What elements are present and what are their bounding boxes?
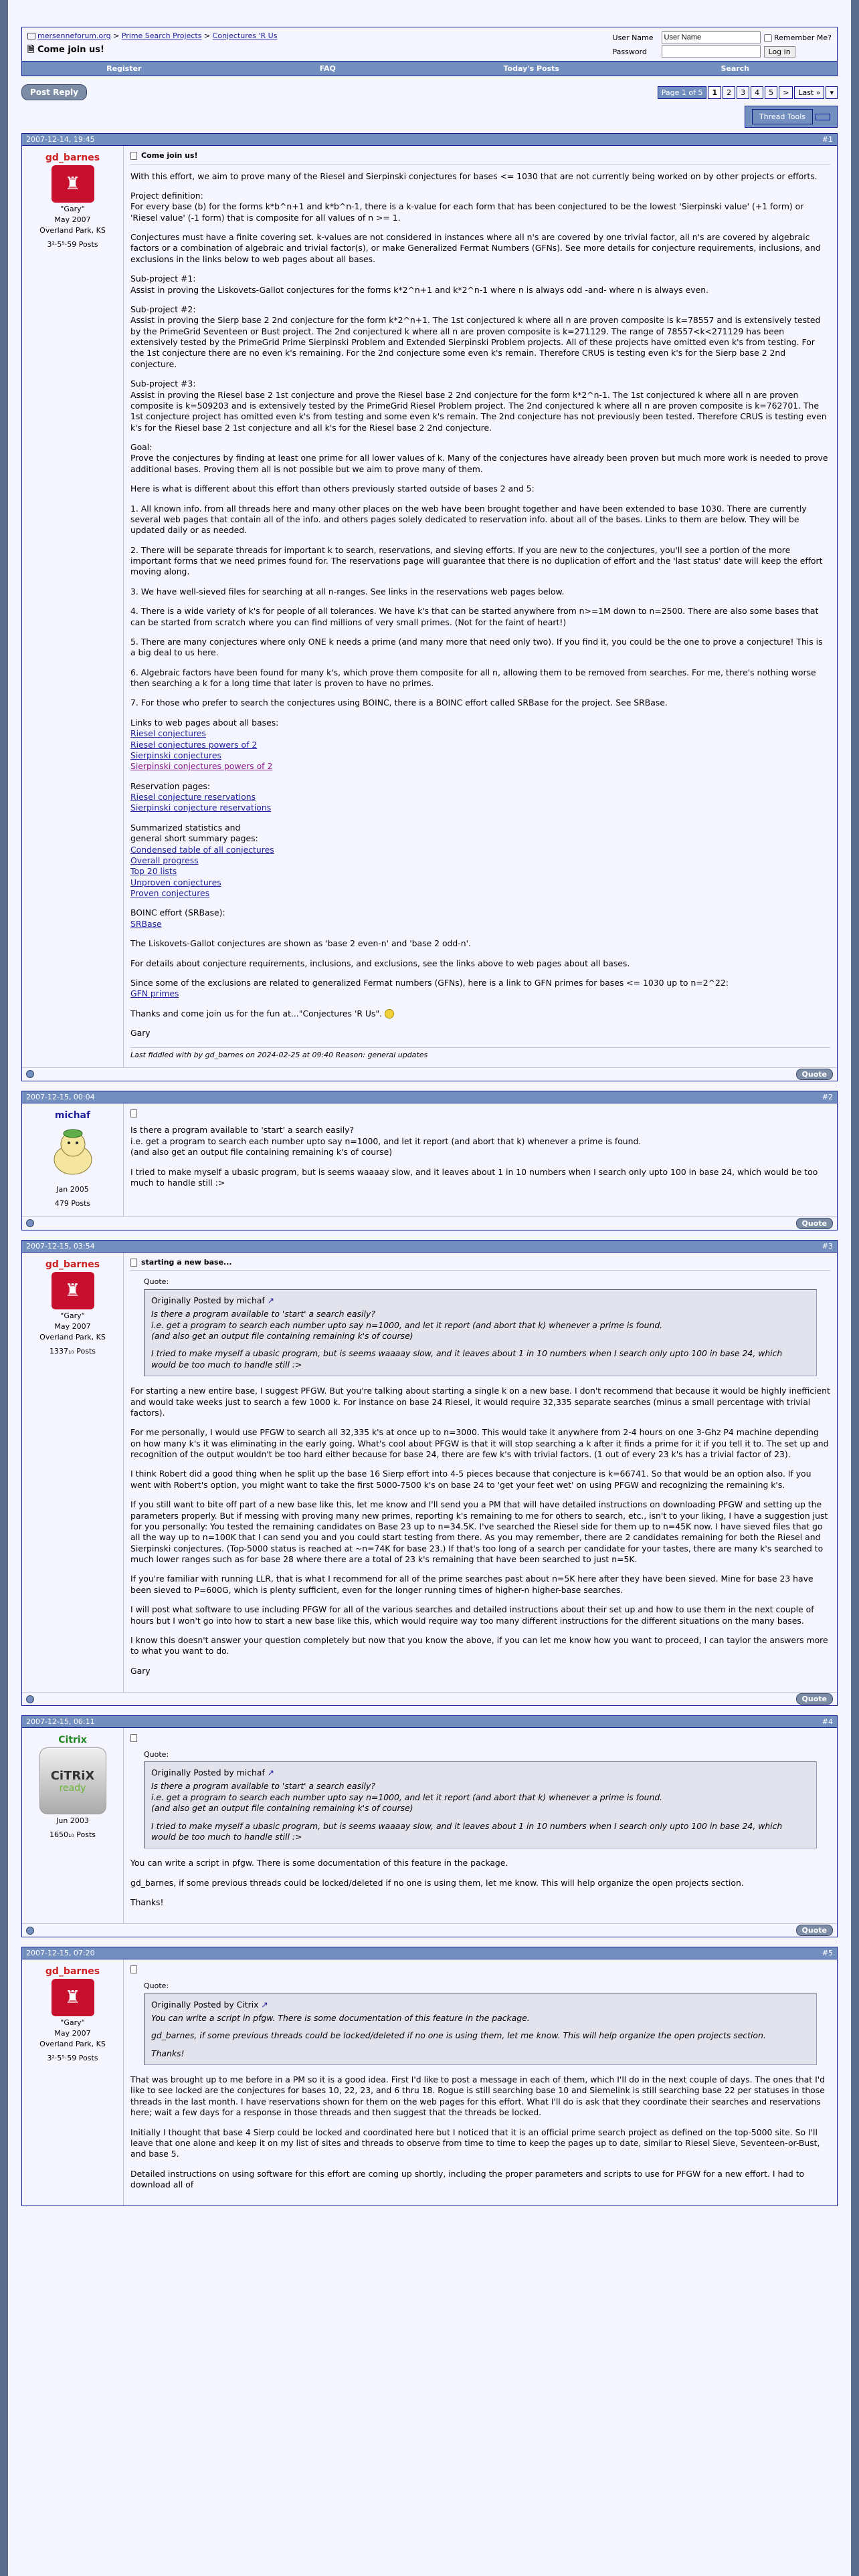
avatar: ♜: [52, 165, 94, 203]
link-riesel-conjectures[interactable]: Riesel conjectures: [130, 728, 206, 739]
quote-author: Originally Posted by Citrix: [151, 1999, 259, 2010]
view-post-icon[interactable]: ↗: [261, 1999, 268, 2010]
post-paragraph: Here is what is different about this effort than others previously started outside of bases 2 and 5:: [130, 484, 535, 494]
password-label: Password: [612, 47, 647, 56]
post: [21, 133, 838, 1081]
post-paragraph: 4. There is a wide variety of k's for people of all tolerances. We have k's that can be started anywhere from n>=1M down to n=2500. There are also some bases that can be started from scratch where you can find millions of very small primes. (Not for the faint of heart!): [130, 606, 819, 627]
link-sierpinski-reservations[interactable]: Sierpinski conjecture reservations: [130, 802, 272, 813]
post-number[interactable]: #1: [822, 135, 833, 144]
user-info: [22, 1103, 124, 1216]
post-paragraph: 6. Algebraic factors have been found for many k's, which prove them composite for all n, allowing them to be removed from searches. For me, there's nothing worse then searching a k for a long time that later is proven to have no primes.: [130, 667, 816, 689]
offline-status-icon: [26, 1695, 34, 1703]
breadcrumb-forum[interactable]: mersenneforum.org: [37, 31, 111, 40]
link-gfn-primes[interactable]: GFN primes: [130, 988, 179, 999]
quote-label: Quote:: [144, 1277, 169, 1287]
post-paragraph: 1. All known info. from all threads here and many other places on the web have been brought together and have been extended to base 1030. There are currently several web pages that contain all of the info. and others pages solely dedicated to reservation info. about all of the bases. Links to them are below. They will be updated daily or as needed.: [130, 503, 807, 536]
user-info: [22, 1959, 124, 2206]
post-message: [124, 1959, 837, 2206]
page: [8, 0, 851, 2576]
link-riesel-reservations[interactable]: Riesel conjecture reservations: [130, 792, 256, 802]
page-next[interactable]: >: [779, 86, 793, 99]
location: Overland Park, KS: [39, 1332, 106, 1341]
join-date: May 2007: [54, 1321, 91, 1331]
link-list: [130, 781, 830, 814]
post-date: 2007-12-14, 19:45: [26, 135, 95, 144]
remember-me-checkbox[interactable]: [764, 34, 772, 42]
post-paragraph: With this effort, we aim to prove many of the Riesel and Sierpinski conjectures for bases <= 1030 that are not currently being worked on by other projects or efforts.: [130, 171, 818, 181]
post-paragraph: Initially I thought that base 4 Sierp could be locked and coordinated here but I noticed that it is an official prime search project as defined on the top-5000 site. So I'll leave that one alone and keep it on my list of sites and threads to observe from time to time to keep the pages up to date, similar to Riesel Sieve, Seventeen-or-Bust, and base 5.: [130, 2127, 820, 2159]
quote-text: I tried to make myself a ubasic program, but is seems waaaay slow, and it leaves about 1 in 10 numbers when I search only upto 100 in base 24, which would be too much to handle still :>: [151, 1820, 783, 1842]
post-paragraph: I know this doesn't answer your question completely but now that you know the above, if you can let me know how you want to proceed, I can taylor the answers more to what you want to do.: [130, 1634, 828, 1656]
quote-text: You can write a script in pfgw. There is some documentation of this feature in the package.: [151, 2012, 530, 2023]
quote-label: Quote:: [144, 1749, 169, 1759]
page-5[interactable]: 5: [765, 86, 777, 99]
post-count: 3²·5⁵·59 Posts: [47, 240, 98, 249]
post-paragraph: 3. We have well-sieved files for searching at all n-ranges. See links in the reservations web pages below.: [130, 586, 565, 597]
post-message: [124, 1103, 837, 1216]
avatar: [43, 1123, 103, 1183]
post-paragraph: gd_barnes, if some previous threads could be locked/deleted if no one is using them, let me know. This will help organize the open projects section.: [130, 1877, 744, 1888]
avatar: ♜: [52, 1979, 94, 2016]
post-paragraph: Sub-project #3: Assist in proving the Riesel base 2 1st conjecture and prove the Riesel base 2 2nd conjecture for the form k*2^n-1. The 1st conjectured k where all n are proven composite is k=509203 and is extensively tested by the PrimeGrid Riesel Problem project. The 2nd conjectured k where all n are proven composite is k=762701. The 1st conjecture project has omitted even k's from testing and some even k's remain. The 2nd conjecture has not previously been tested. Therefore CRUS is testing even k's for the Riesel base 2 1st conjecture and all k's for the Riesel base 2 2nd conjecture.: [130, 379, 827, 433]
view-post-icon[interactable]: ↗: [267, 1295, 275, 1305]
post-paragraph: I will post what software to use including PFGW for all of the various searches and detailed instructions about their set up and how to use them in the next couple of hours but I won't go into how to start a new base like this, which would require way too many different instructions for the different situations on the many bases.: [130, 1604, 814, 1626]
quote-author: Originally Posted by michaf: [151, 1767, 265, 1778]
post-icon: [130, 1965, 137, 1973]
post-paragraph: I tried to make myself a ubasic program, but is seems waaaay slow, and it leaves about 1 in 10 numbers when I search only upto 100 in base 24, which would be too much to handle still :>: [130, 1166, 818, 1188]
quote-box: [144, 1761, 817, 1848]
post-date: 2007-12-15, 03:54: [26, 1241, 95, 1251]
quote-text: Is there a program available to 'start' a search easily? i.e. get a program to search each number upto say n=1000, and let it report (and abort that k) whenever a prime is found. (and also get an output file containing remaining k's of course): [151, 1781, 663, 1814]
quote-box: [144, 1289, 817, 1376]
post-paragraph: Since some of the exclusions are related to generalized Fermat numbers (GFNs), here is a link to GFN primes for bases <= 1030 up to n=2^22:: [130, 977, 729, 988]
post-icon: [130, 1109, 137, 1117]
post-number[interactable]: #3: [822, 1241, 833, 1251]
post-message: [124, 1253, 837, 1692]
post: [21, 1240, 838, 1706]
quote-text: Thanks!: [151, 2048, 185, 2058]
quote-box: [144, 1994, 817, 2066]
post-icon: [130, 1259, 137, 1267]
post-number[interactable]: #4: [822, 1717, 833, 1727]
post-paragraph: For details about conjecture requirements, inclusions, and exclusions, see the links above to web pages about all bases.: [130, 958, 630, 968]
link-list-label: Reservation pages:: [130, 780, 211, 791]
post-paragraph: If you still want to bite off part of a new base like this, let me know and I'll send you a PM that will have detailed instructions on downloading PFGW and setting up the parameters properly. But if messing with proving many new primes, reporting k's remaining to me for others to search, etc., isn't to your liking, I have a suggestion just for you personally: You tested the remaining candidates on Base 23 up to n=34.5K. I've searched the Riesel side for them up to n=45K now. I have sieved files that go all the way up to n=100K that I can send you and you could start testing from there. As you may remember, there are 2 candidates remaining for both the Riesel and Sierpinski conjectures. (Top-5000 status is reached at ~n=74K for base 23.) If that's too long of a search per candidate for your tastes, there are many k's searched to much lower ranges such as for base 28 where there are a total of 23 k's remaining that have been searched to just n=5K.: [130, 1499, 828, 1565]
post-paragraph: Project definition: For every base (b) for the forms k*b^n+1 and k*b^n-1, there is a k-value for each form that has been conjectured to be the lowest 'Sierpinski value' (+1 form) or 'Riesel value' (-1 form) that is composite for all values of n >= 1.: [130, 190, 804, 223]
main-navbar: [22, 61, 837, 76]
thread-tools-menu[interactable]: Thread Tools: [745, 106, 838, 128]
post-date: 2007-12-15, 07:20: [26, 1949, 95, 1958]
join-date: May 2007: [54, 215, 91, 224]
post-subject: Come join us!: [141, 151, 198, 160]
offline-status-icon: [26, 1070, 34, 1078]
quote-text: gd_barnes, if some previous threads could be locked/deleted if no one is using them, let me know. This will help organize the open projects section.: [151, 2030, 766, 2041]
page-4[interactable]: 4: [751, 86, 763, 99]
login-form: [613, 31, 832, 57]
thread-icon: 🗎: [27, 45, 35, 55]
user-title: "Gary": [60, 205, 85, 213]
link-condensed-table[interactable]: Condensed table of all conjectures: [130, 844, 274, 855]
link-list: [130, 823, 830, 899]
post-paragraph: Is there a program available to 'start' a search easily? i.e. get a program to search each number upto say n=1000, and let it report (and abort that k) whenever a prime is found. (and also get an output file containing remaining k's of course): [130, 1125, 642, 1158]
post-count: 3²·5⁵·59 Posts: [47, 2054, 98, 2063]
post-paragraph: Thanks and come join us for the fun at..."Conjectures 'R Us".: [130, 1008, 383, 1018]
link-list-label: Summarized statistics and general short summary pages:: [130, 822, 258, 844]
post-paragraph: Detailed instructions on using software for this effort are coming up shortly, including the proper parameters and scripts to use for PFGW for a new effort. I had to download all of: [130, 2168, 805, 2189]
quote-button[interactable]: Quote: [796, 1069, 833, 1080]
post-date: 2007-12-15, 00:04: [26, 1092, 95, 1101]
nav-faq[interactable]: FAQ: [319, 64, 336, 73]
pager-dropdown-icon[interactable]: ▾: [826, 86, 838, 99]
post: [21, 1715, 838, 1937]
post-paragraph: Goal: Prove the conjectures by finding at least one prime for all lower values of k. Many of the conjectures have already been proven but much more work is needed to prove additional bases. Proving them all is not possible but we aim to prove many of them.: [130, 442, 828, 474]
avatar: CiTRiX ready: [39, 1747, 106, 1814]
breadcrumb-crus[interactable]: Conjectures 'R Us: [212, 31, 278, 40]
user-info: [22, 146, 124, 1067]
link-list-label: Links to web pages about all bases:: [130, 717, 279, 728]
avatar: ♜: [52, 1272, 94, 1309]
edit-note: Last fiddled with by gd_barnes on 2024-02-25 at 09:40 Reason: general updates: [130, 1047, 830, 1061]
post-paragraph: The Liskovets-Gallot conjectures are shown as 'base 2 even-n' and 'base 2 odd-n'.: [130, 938, 471, 949]
location: Overland Park, KS: [39, 2040, 106, 2049]
page-3[interactable]: 3: [737, 86, 749, 99]
link-list: [130, 907, 830, 930]
username-link[interactable]: gd_barnes: [45, 1966, 100, 1977]
link-list: [130, 718, 830, 772]
post-count: 1650₁₀ Posts: [49, 1830, 96, 1840]
post-date: 2007-12-15, 06:11: [26, 1717, 95, 1727]
username-input[interactable]: [662, 31, 761, 43]
post-paragraph: 5. There are many conjectures where only ONE k needs a prime (and many more that need only two). If you find it, you could be the one to prove a conjecture! This is a big deal to us here.: [130, 636, 823, 658]
link-list-label: BOINC effort (SRBase):: [130, 907, 225, 918]
link-overall-progress[interactable]: Overall progress: [130, 855, 199, 865]
post-paragraph: For starting a new entire base, I suggest PFGW. But you're talking about starting a single k on a new base. I don't recommend that because it would be highly inefficient and would take weeks just to search a few 1000 k. For instance on base 24 Riesel, it would require 32,335 separate searches (minus a small percentage with trivial factors).: [130, 1386, 830, 1418]
user-info: [22, 1253, 124, 1692]
quote-author: Originally Posted by michaf: [151, 1295, 265, 1305]
post-paragraph: 7. For those who prefer to search the conjectures using BOINC, there is a BOINC effort called SRBase for the project. See SRBase.: [130, 697, 668, 708]
post-paragraph: Sub-project #1: Assist in proving the Liskovets-Gallot conjectures for the forms k*2^n+1 and k*2^n-1 where n is always odd -and- where n is always even.: [130, 274, 709, 295]
post-paragraph: I think Robert did a good thing when he split up the base 16 Sierp effort into 4-5 pieces because that conjecture is k=66741. So that would be an option also. If you went with Robert's option, you might want to take the first 5000-7500 k's on base 24 to 'get your feet wet' on using PFGW and recognizing the remaining k's.: [130, 1469, 812, 1490]
post-paragraph: You can write a script in pfgw. There is some documentation of this feature in the package.: [130, 1858, 508, 1868]
nav-register[interactable]: Register: [106, 64, 142, 73]
user-info: [22, 1728, 124, 1923]
username-link[interactable]: Citrix: [58, 1735, 87, 1746]
username-label: User Name: [612, 33, 654, 42]
view-post-icon[interactable]: ↗: [267, 1767, 275, 1778]
post-number[interactable]: #5: [822, 1949, 833, 1958]
page-last[interactable]: Last »: [794, 86, 824, 99]
offline-status-icon: [26, 1927, 34, 1935]
link-top-20[interactable]: Top 20 lists: [130, 866, 177, 877]
location: Overland Park, KS: [39, 226, 106, 235]
post: [21, 1091, 838, 1230]
post: [21, 1947, 838, 2206]
quote-label: Quote:: [144, 1981, 169, 1990]
forum-header: [21, 27, 838, 76]
post-number[interactable]: #2: [822, 1092, 833, 1101]
post-count: 479 Posts: [54, 1198, 91, 1208]
post-reply-button[interactable]: Post Reply: [21, 84, 87, 100]
breadcrumb-prime-search[interactable]: Prime Search Projects: [121, 31, 202, 40]
link-sierpinski-powers-of-2[interactable]: Sierpinski conjectures powers of 2: [130, 761, 273, 772]
thread-title: Come join us!: [37, 45, 104, 55]
join-date: Jan 2005: [56, 1184, 89, 1194]
signature: Gary: [130, 1665, 151, 1676]
chevron-down-icon: [816, 114, 830, 120]
home-icon[interactable]: [27, 33, 35, 39]
post-paragraph: 2. There will be separate threads for important k to search, reservations, and sieving efforts. If you are new to the conjectures, you'll see a portion of the more important forms that we need primes found for. The reservations page will guarantee that there is no duplication of effort and the 'last status' date will keep the effort moving along.: [130, 544, 823, 577]
join-date: May 2007: [54, 2029, 91, 2038]
post-paragraph: Conjectures must have a finite covering set. k-values are not considered in instances where all n's are covered by one trivial factor, all n's are covered by algebraic factors or a combination of algebraic and trivial factor(s), or make Generalized Fermat Numbers (GFNs). See more details for conjecture requirements, inclusions, and exclusions in the links below to web pages about all bases.: [130, 232, 821, 264]
page-1: 1: [708, 86, 721, 99]
post-message: [124, 1728, 837, 1923]
post-paragraph: Sub-project #2: Assist in proving the Sierp base 2 2nd conjecture for the form k*2^n+1. The 1st conjectured k where all n are proven composite is k=78557 and is extensively tested by the PrimeGrid Seventeen or Bust project. The 2nd conjectured k where all n are proven composite is k=271129. The range of 78557<k<271129 has been extensively tested by the PrimeGrid Prime Sierpinski Problem and Extended Sierpinski Problem projects. All of these projects have omitted even k's from testing. For the 1st conjecture there are no even k's remaining. For the 2nd conjecture some even k's remain. Therefore CRUS is testing even k's for the Sierp base 2 2nd conjecture.: [130, 304, 821, 369]
page-2[interactable]: 2: [723, 86, 735, 99]
breadcrumb: mersenneforum.org > Prime Search Projects > Conjectures 'R Us: [27, 31, 277, 40]
link-sierpinski-conjectures[interactable]: Sierpinski conjectures: [130, 750, 221, 760]
page-label: Page 1 of 5: [658, 86, 707, 99]
username-link[interactable]: michaf: [54, 1109, 91, 1121]
smile-icon: [385, 1009, 394, 1018]
signature: Gary: [130, 1028, 151, 1039]
link-riesel-powers-of-2[interactable]: Riesel conjectures powers of 2: [130, 739, 258, 750]
post-paragraph: That was brought up to me before in a PM so it is a good idea. First I'd like to post a message in each of them, which I'll do in the next couple of days. The ones that I'd like to see locked are the conjectures for bases 10, 22, 23, and 6 thru 18. Rogue is still searching base 10 and Siemelink is still searching base 22 per statuses in those threads in the last month. I have reservations shown for them on the web pages for this effort. What I'll do is ask that they coordinate their searches and reservations here; wait a few days for a response in those threads and then suggest that the threads be locked.: [130, 2074, 826, 2118]
quote-button[interactable]: Quote: [796, 1218, 833, 1229]
pagination: [658, 86, 838, 99]
user-title: "Gary": [60, 2018, 85, 2028]
username-link[interactable]: gd_barnes: [45, 152, 100, 163]
quote-text: Is there a program available to 'start' a search easily? i.e. get a program to search each number upto say n=1000, and let it report (and abort that k) whenever a prime is found. (and also get an output file containing remaining k's of course): [151, 1309, 663, 1341]
post-paragraph: Thanks!: [130, 1897, 164, 1908]
link-srbase[interactable]: SRBase: [130, 918, 162, 929]
password-input[interactable]: [662, 45, 761, 58]
link-unproven[interactable]: Unproven conjectures: [130, 877, 221, 887]
post-count: 1337₁₀ Posts: [49, 1346, 96, 1356]
nav-search[interactable]: Search: [721, 64, 750, 73]
post-icon: [130, 1734, 137, 1742]
quote-text: I tried to make myself a ubasic program, but is seems waaaay slow, and it leaves about 1 in 10 numbers when I search only upto 100 in base 24, which would be too much to handle still :>: [151, 1348, 783, 1370]
offline-status-icon: [26, 1219, 34, 1227]
post-paragraph: If you're familiar with running LLR, that is what I recommend for all of the prime searches past about n=5K here after they have been sieved. Mine for base 23 have been sieved to P=600G, which is plenty sufficient, even for the longer running times of higher-n higher-base searches.: [130, 1574, 814, 1595]
post-paragraph: For me personally, I would use PFGW to search all 32,335 k's at once up to n=3000. This would take it anywhere from 2-4 hours on one 3-Ghz P4 machine depending on how many k's it was eliminating in the early going. What's cool about PFGW is that it will stop searching a k after it finds a prime for it if you tell it to. The set up and recognition of the output wouldn't be too hard either because for base 24, there are few k's with trivial factors. (1 out of every 23 k's has a trivial factor of 23).: [130, 1427, 829, 1460]
post-subject: starting a new base...: [141, 1257, 232, 1267]
quote-button[interactable]: Quote: [796, 1693, 833, 1705]
join-date: Jun 2003: [56, 1816, 89, 1826]
nav-todays-posts[interactable]: Today's Posts: [503, 64, 559, 73]
post-icon: [130, 152, 137, 160]
post-message: [124, 146, 837, 1067]
username-link[interactable]: gd_barnes: [45, 1259, 100, 1270]
remember-me-label: Remember Me?: [774, 33, 832, 42]
user-title: "Gary": [60, 1311, 85, 1320]
login-button[interactable]: Log in: [764, 46, 795, 58]
link-proven[interactable]: Proven conjectures: [130, 888, 210, 899]
quote-button[interactable]: Quote: [796, 1925, 833, 1936]
